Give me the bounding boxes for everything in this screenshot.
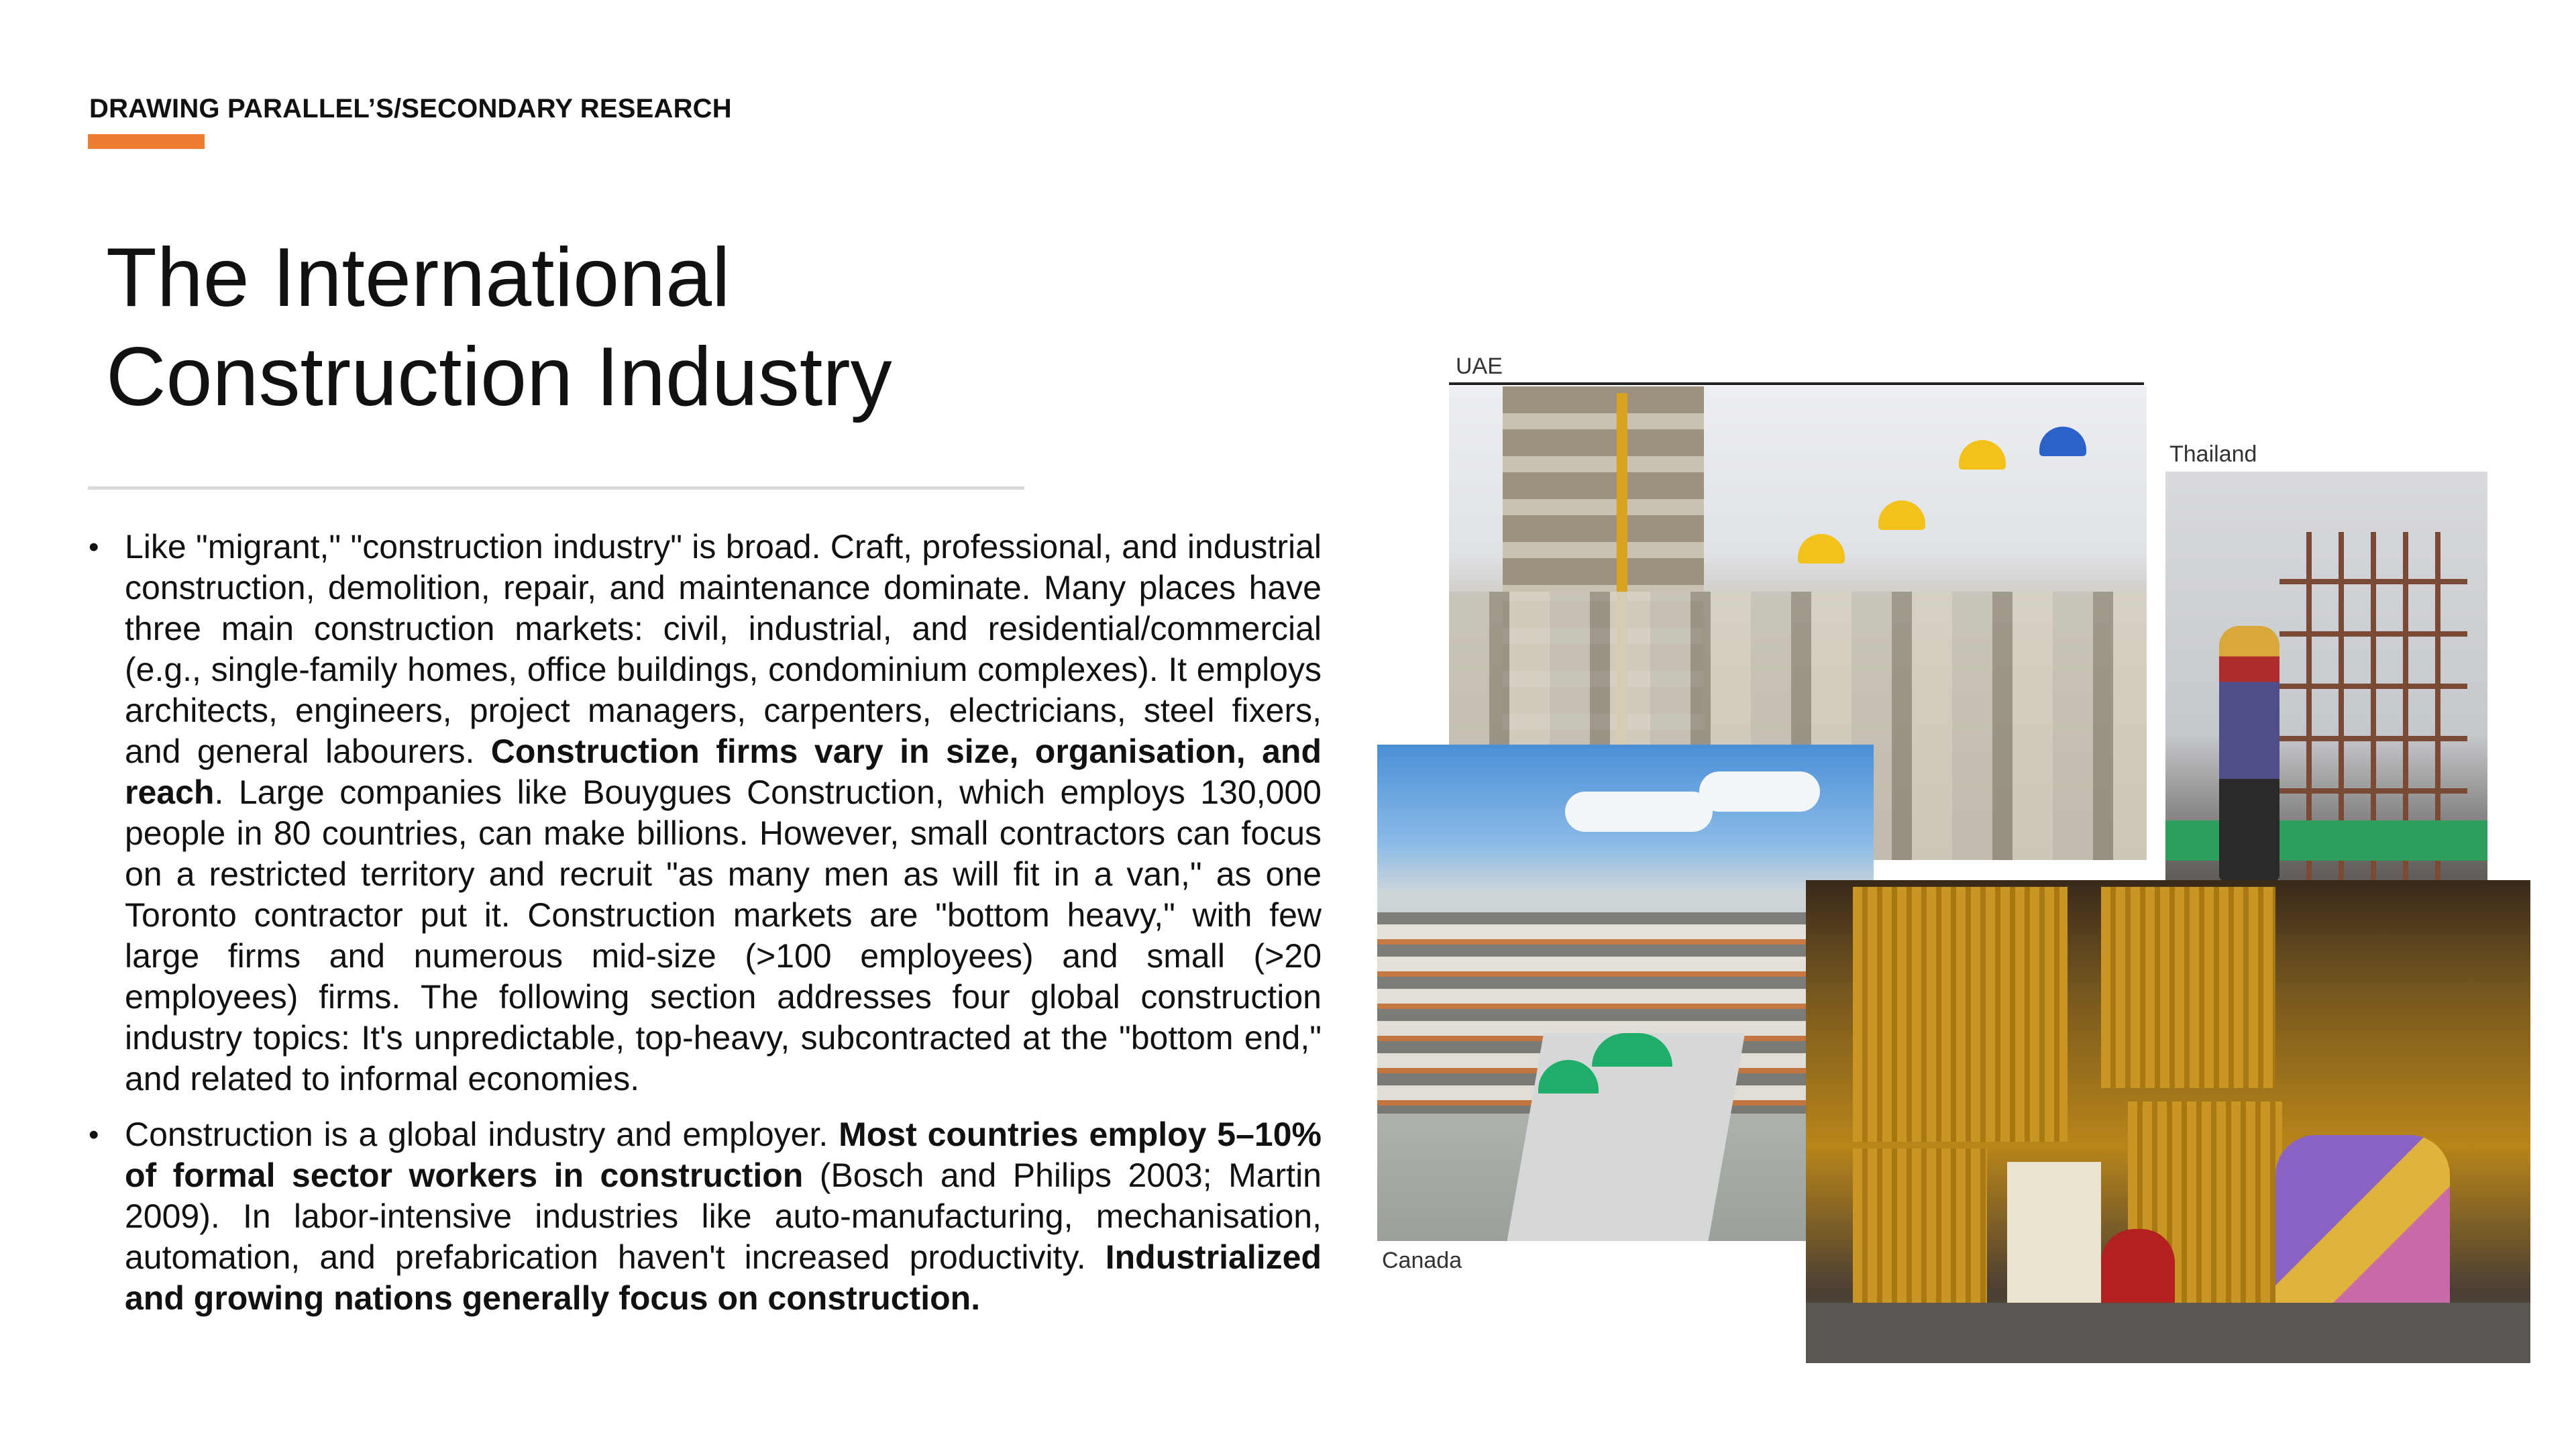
- bullet-item: [87, 1114, 1322, 1319]
- accent-bar: [88, 134, 205, 149]
- uae-caption-rule: [1449, 382, 2144, 385]
- thailand-caption: Thailand: [2169, 441, 2257, 467]
- page-title: [106, 228, 1045, 427]
- container-housing-photo: [1806, 880, 2530, 1363]
- title-line-2: Construction Industry: [106, 331, 892, 423]
- title-divider: [88, 486, 1024, 490]
- thailand-construction-photo: [2165, 472, 2487, 948]
- bullet-1-text-2: . Large companies like Bouygues Construction, which employs 130,000 people in 80 countries, can make billions. However, small contractors can focus on a restricted territory and recruit "as many men as will fit in a van," as one Toronto contractor put it. Construction markets are "bottom heavy," with few large firms and numerous mid-size (>100 employees) and small (>20 employees) firms. The following section addresses four global construction industry topics: It's unpredictable, top-heavy, subcontracted at the "bottom end," and related to informal economies.: [125, 773, 1322, 1097]
- title-line-1: The International: [106, 231, 731, 324]
- bullet-1-text-1: Like "migrant," "construction industry" is broad. Craft, professional, and industrial construction, demolition, repair, and maintenance dominate. Many places have three main construction markets: civil, industrial, and residential/commercial (e.g., single-family homes, office buildings, condominium complexes). It employs architects, engineers, project managers, carpenters, electricians, steel fixers, and general labourers.: [125, 528, 1322, 770]
- bullet-2-bold-1: Most countries employ 5–10% of formal sector workers in construction: [125, 1116, 1322, 1194]
- bullet-2-text-2: (Bosch and Philips 2003; Martin 2009). In labor-intensive industries like auto-manufacturing, mechanisation, automation, and prefabrication haven't increased productivity.: [125, 1157, 1322, 1276]
- bullet-item: [87, 527, 1322, 1099]
- bullet-1-bold-1: Construction firms vary in size, organisation, and reach: [125, 733, 1322, 811]
- uae-caption: UAE: [1456, 354, 1503, 379]
- body-text: [87, 527, 1322, 1319]
- canada-camp-photo: [1377, 745, 1874, 1241]
- bullet-2-text-1: Construction is a global industry and employer.: [125, 1116, 839, 1153]
- section-label: DRAWING PARALLEL’S/SECONDARY RESEARCH: [89, 94, 732, 123]
- canada-caption: Canada: [1382, 1248, 1462, 1273]
- bullet-icon: •: [89, 531, 99, 564]
- bullet-2-bold-2: Industrialized and growing nations generally focus on construction.: [125, 1238, 1322, 1317]
- bullet-icon: •: [89, 1118, 99, 1151]
